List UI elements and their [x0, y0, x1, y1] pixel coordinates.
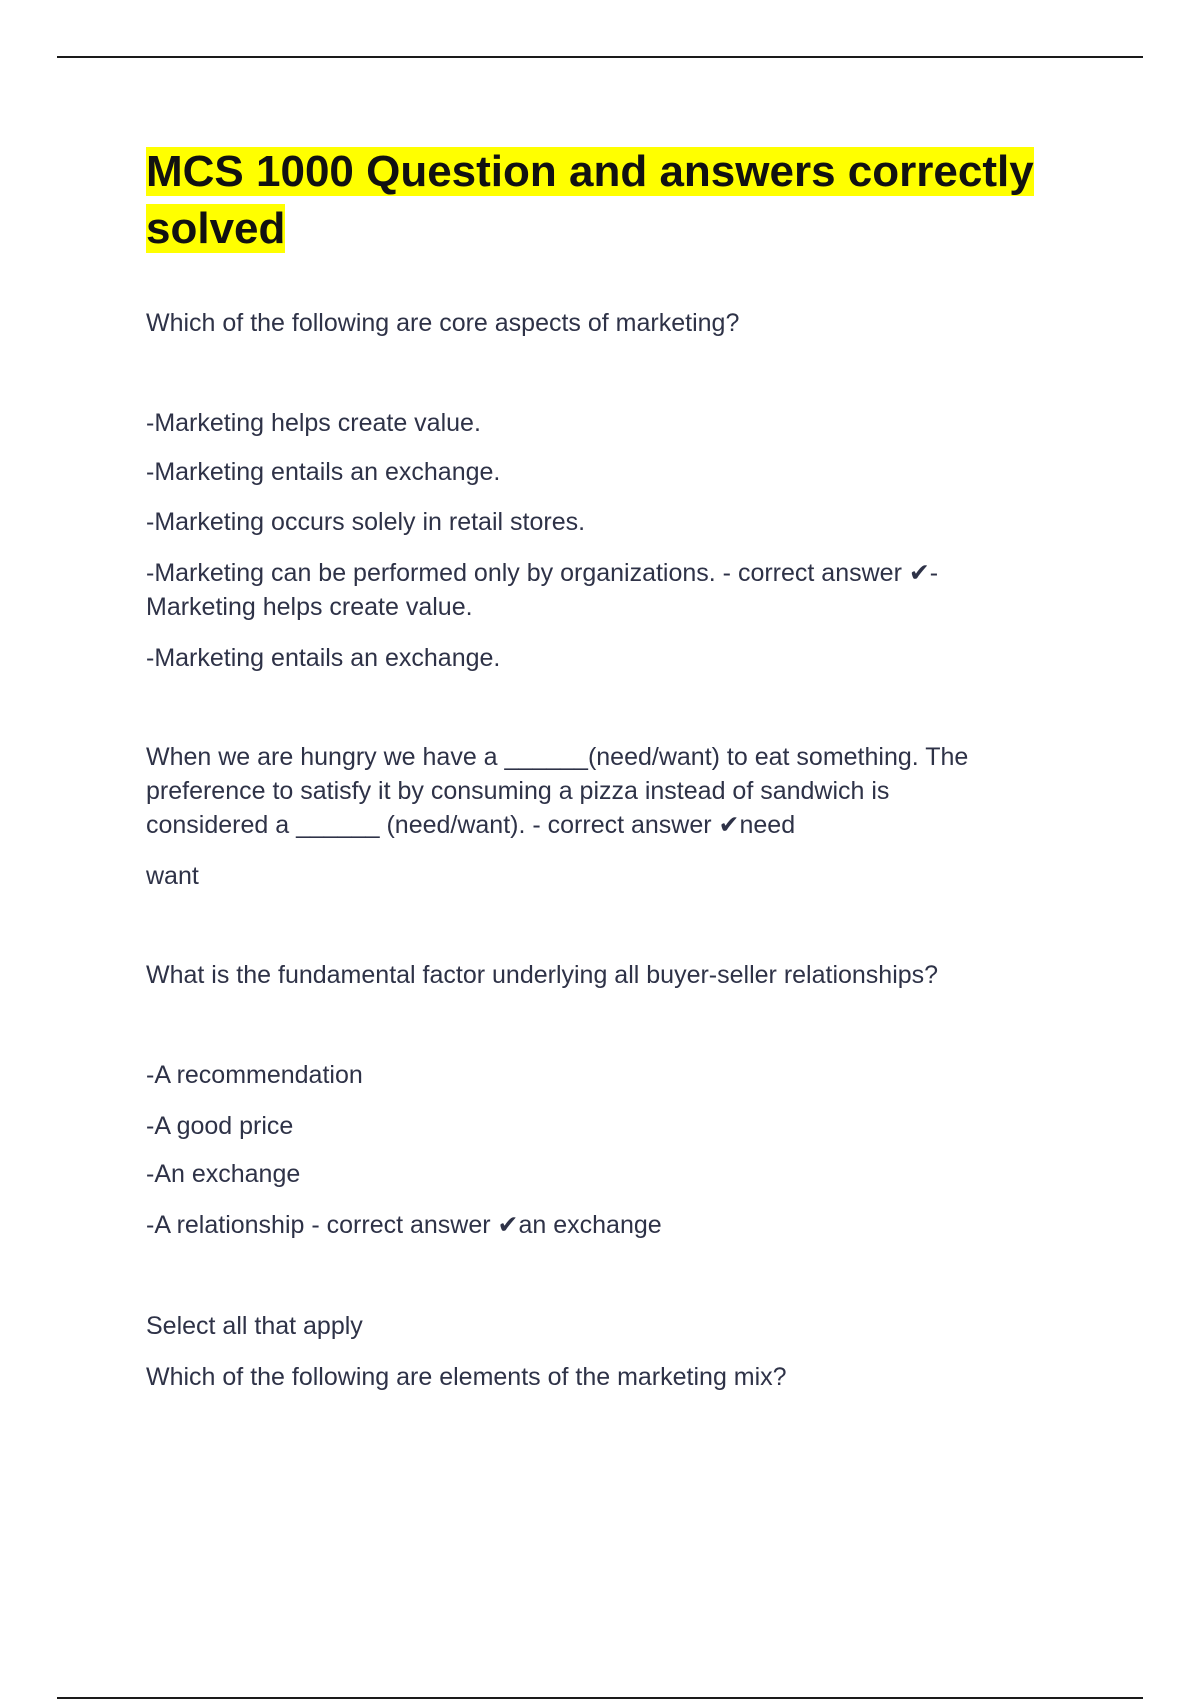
q4-instruction: Select all that apply	[146, 1312, 363, 1340]
q1-answer-line-2: -Marketing entails an exchange.	[146, 644, 501, 672]
q1-option-2: -Marketing entails an exchange.	[146, 458, 501, 486]
q1-answer-line-1: Marketing helps create value.	[146, 593, 473, 621]
q1-option-1: -Marketing helps create value.	[146, 409, 481, 437]
q1-option-3: -Marketing occurs solely in retail stores.	[146, 508, 586, 536]
q3-option-3: -An exchange	[146, 1160, 301, 1188]
q2-line-3-with-answer: considered a ______ (need/want). - correct answer ✔need	[146, 811, 796, 839]
page-title	[146, 143, 1076, 257]
q2-line-2: preference to satisfy it by consuming a pizza instead of sandwich is	[146, 777, 890, 805]
q1-option-4-with-answer: -Marketing can be performed only by organizations. - correct answer ✔-	[146, 559, 939, 587]
footer-rule	[57, 1697, 1143, 1699]
q3-prompt: What is the fundamental factor underlying all buyer-seller relationships?	[146, 961, 939, 989]
q1-prompt: Which of the following are core aspects of marketing?	[146, 309, 740, 337]
q2-answer-line: want	[146, 862, 199, 890]
q3-option-4-with-answer: -A relationship - correct answer ✔an exchange	[146, 1211, 662, 1239]
q3-option-1: -A recommendation	[146, 1061, 363, 1089]
page-title-text: MCS 1000 Question and answers correctly solved	[146, 147, 1034, 253]
q2-line-1: When we are hungry we have a ______(need/want) to eat something. The	[146, 743, 969, 771]
q4-prompt: Which of the following are elements of the marketing mix?	[146, 1363, 787, 1391]
q3-option-2: -A good price	[146, 1112, 294, 1140]
header-rule	[57, 56, 1143, 58]
